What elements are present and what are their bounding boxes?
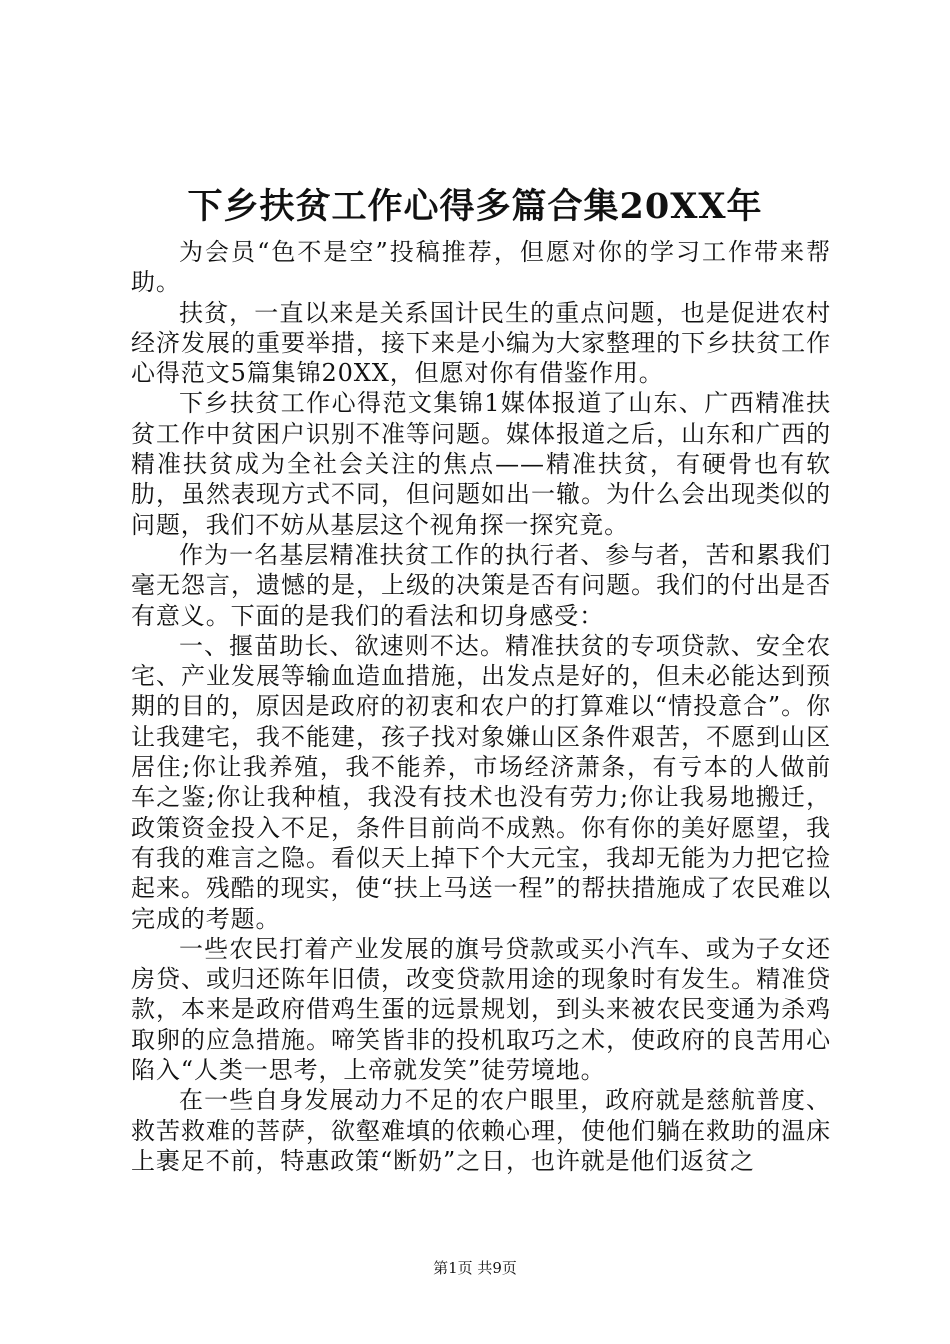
document-body bbox=[131, 237, 831, 1176]
paragraph: 为会员“色不是空”投稿推荐，但愿对你的学习工作带来帮助。 bbox=[131, 238, 831, 297]
paragraph: 在一些自身发展动力不足的农户眼里，政府就是慈航普度、救苦救难的菩萨，欲壑难填的依赖心理，使他们躺在救助的温床上裹足不前，特惠政策“断奶”之日，也许就是他们返贫之 bbox=[131, 1086, 831, 1175]
page-footer: 第1页 共9页 bbox=[433, 1259, 517, 1277]
paragraph: 作为一名基层精准扶贫工作的执行者、参与者，苦和累我们毫无怨言，遗憾的是，上级的决策是否有问题。我们的付出是否有意义。下面的是我们的看法和切身感受： bbox=[131, 540, 831, 630]
document-title: 下乡扶贫工作心得多篇合集20XX年 bbox=[187, 186, 763, 227]
paragraph: 下乡扶贫工作心得范文集锦1媒体报道了山东、广西精准扶贫工作中贫困户识别不准等问题。媒体报道之后，山东和广西的精准扶贫成为全社会关注的焦点——精准扶贫，有硬骨也有软肋，虽然表现方式不同，但问题如出一辙。为什么会出现类似的问题，我们不妨从基层这个视角探一探究竟。 bbox=[131, 389, 831, 539]
paragraph: 一、揠苗助长、欲速则不达。精准扶贫的专项贷款、安全农宅、产业发展等输血造血措施，出发点是好的，但未必能达到预期的目的，原因是政府的初衷和农户的打算难以“情投意合”。你让我建宅，我不能建，孩子找对象嫌山区条件艰苦，不愿到山区居住;你让我养殖，我不能养，市场经济萧条，有亏本的人做前车之鉴;你让我种植，我没有技术也没有劳力;你让我易地搬迁，政策资金投入不足，条件目前尚不成熟。你有你的美好愿望，我有我的难言之隐。看似天上掉下个大元宝，我却无能为力把它捡起来。残酷的现实，使“扶上马送一程”的帮扶措施成了农民难以完成的考题。 bbox=[131, 631, 831, 933]
paragraph: 扶贫，一直以来是关系国计民生的重点问题，也是促进农村经济发展的重要举措，接下来是小编为大家整理的下乡扶贫工作心得范文5篇集锦20XX，但愿对你有借鉴作用。 bbox=[131, 298, 831, 388]
paragraph: 一些农民打着产业发展的旗号贷款或买小汽车、或为子女还房贷、或归还陈年旧债，改变贷款用途的现象时有发生。精准贷款，本来是政府借鸡生蛋的远景规划，到头来被农民变通为杀鸡取卵的应急措施。啼笑皆非的投机取巧之术，使政府的良苦用心陷入“人类一思考，上帝就发笑”徒劳境地。 bbox=[131, 934, 831, 1085]
